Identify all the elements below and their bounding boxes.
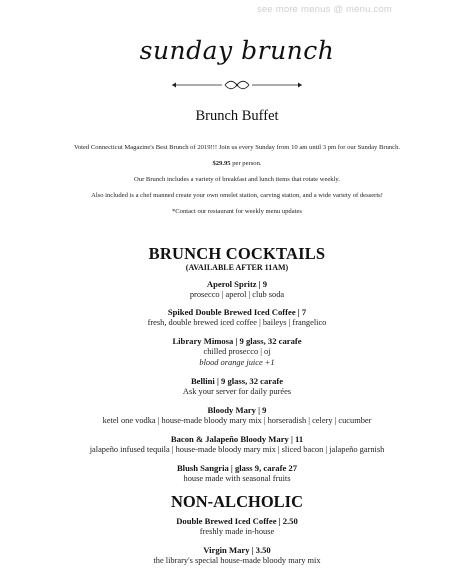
item-description: house made with seasonal fruits (183, 474, 291, 483)
item-description: freshly made in-house (199, 527, 275, 536)
item-description: chilled prosecco | oj (203, 347, 271, 356)
item-description: ketel one vodka | house-made bloody mary mix | horseradish | celery | cucumber (102, 416, 372, 425)
menu-item-bellini (0, 376, 474, 398)
brunch-cocktails-heading: BRUNCH COCKTAILS (148, 244, 326, 263)
item-name: Blush Sangria | glass 9, carafe 27 (176, 463, 298, 473)
item-description: fresh, double brewed iced coffee | baileys | frangelico (147, 318, 327, 327)
buffet-price: $29.95 (212, 159, 231, 167)
item-description: prosecco | aperol | club soda (189, 290, 285, 299)
buffet-line-3: Also included is a chef manned create your own omelet station, carving station, and a wide variety of desserts! (91, 191, 383, 199)
watermark: see more menus @ menu.com (256, 4, 392, 15)
buffet-note: *Contact our restaurant for weekly menu updates (171, 207, 302, 215)
menu-item-bloody-mary (0, 405, 474, 427)
item-description: jalapeño infused tequila | house-made bloody mary mix | sliced bacon | jalapeño garnish (89, 445, 385, 454)
item-name: Double Brewed Iced Coffee | 2.50 (176, 516, 298, 526)
item-name: Virgin Mary | 3.50 (203, 545, 271, 555)
buffet-line-2: Our Brunch includes a variety of breakfast and lunch items that rotate weekly. (134, 175, 340, 183)
item-name: Spiked Double Brewed Iced Coffee | 7 (167, 307, 307, 317)
item-name: Bloody Mary | 9 (207, 405, 267, 415)
menu-item-aperol-spritz (0, 279, 474, 301)
menu-item-virgin-mary (0, 545, 474, 567)
menu-item-double-brewed-iced-coffee (0, 516, 474, 538)
ornamental-divider (170, 80, 304, 90)
item-description: Ask your server for daily purées (182, 387, 292, 396)
item-name: Bellini | 9 glass, 32 carafe (190, 376, 284, 386)
sunday-brunch-script-title: sunday brunch (139, 36, 335, 65)
menu-item-library-mimosa (0, 336, 474, 368)
buffet-intro-text: Voted Connecticut Magazine's Best Brunch of 2019!!! Join us every Sunday from 10 am until 3 pm for our Sunday Brunch. (73, 144, 401, 151)
item-description-extra: blood orange juice +1 (199, 357, 275, 367)
buffet-intro (0, 143, 474, 223)
item-description: the library's special house-made bloody mary mix (153, 556, 321, 565)
buffet-price-line (0, 159, 474, 169)
non-alcoholic-heading: NON-ALCHOLIC (170, 492, 303, 511)
cocktails-availability-note: (AVAILABLE AFTER 11AM) (185, 263, 289, 272)
item-name: Library Mimosa | 9 glass, 32 carafe (172, 336, 302, 346)
menu-item-spiked-iced-coffee (0, 307, 474, 329)
menu-item-bacon-jalapeno-bloody-mary (0, 434, 474, 456)
item-name: Bacon & Jalapeño Bloody Mary | 11 (170, 434, 304, 444)
item-name: Aperol Spritz | 9 (206, 279, 268, 289)
brunch-buffet-heading: Brunch Buffet (195, 108, 279, 124)
buffet-price-suffix: per person. (230, 159, 262, 167)
menu-item-blush-sangria (0, 463, 474, 485)
